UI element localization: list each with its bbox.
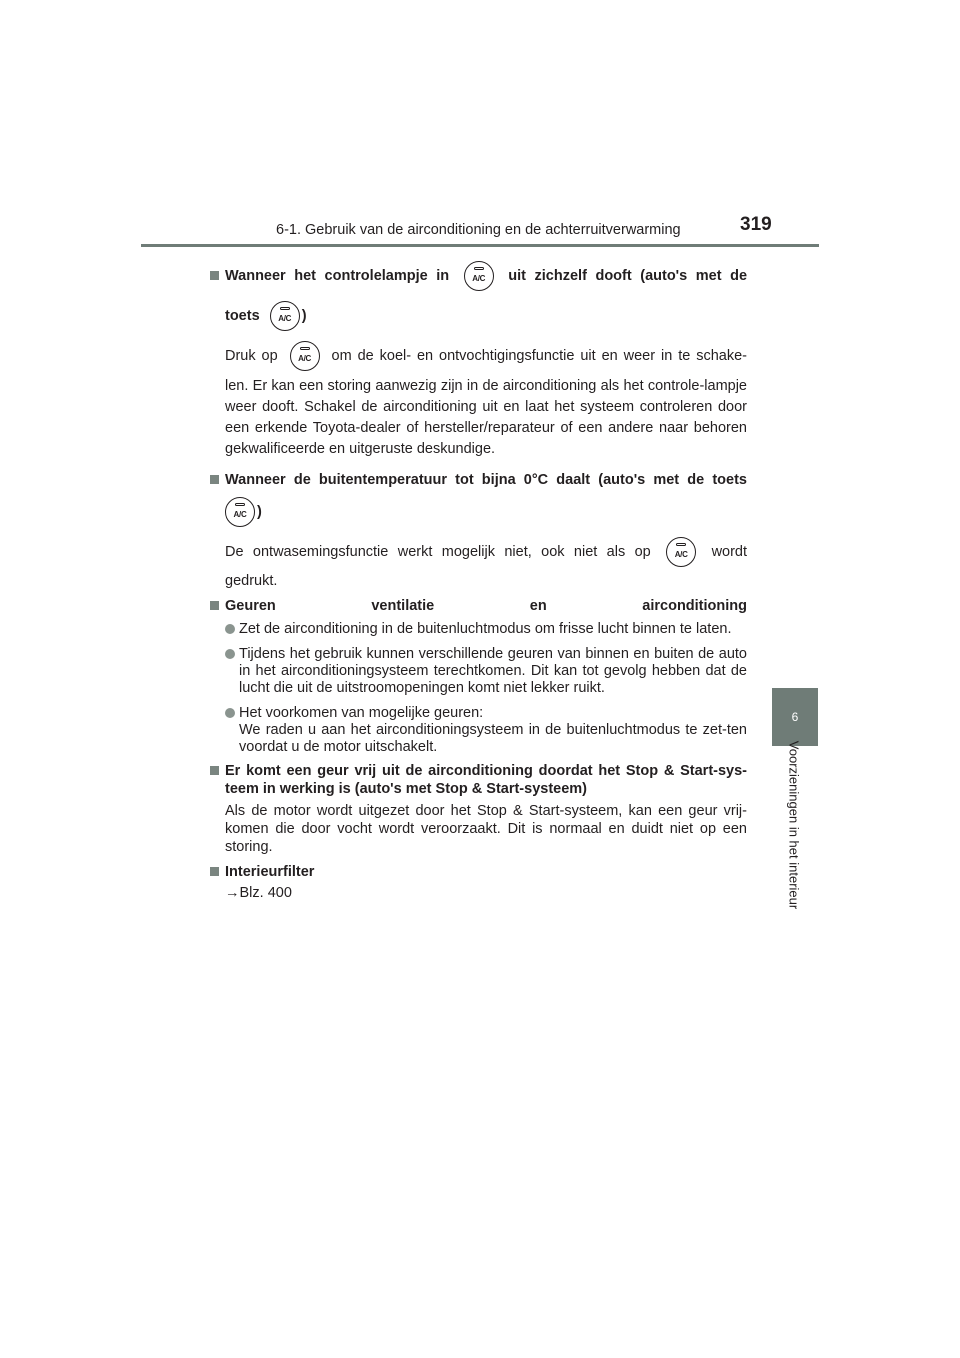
section-heading: Wanneer de buitentemperatuur tot bijna 0°C daalt (auto's met de toets (210, 468, 747, 492)
page-content (210, 256, 747, 904)
ac-button-icon: A/C (270, 301, 300, 331)
ac-button-icon: A/C (290, 341, 320, 371)
section-heading: Wanneer het controlelampje in A/C uit zichzelf dooft (auto's met de (210, 256, 747, 296)
page-number: 319 (740, 214, 772, 235)
square-bullet-icon (210, 601, 219, 610)
chapter-number: 6 (791, 710, 799, 724)
paragraph: Als de motor wordt uitgezet door het Stop & Start-systeem, kan een geur vrij-komen die door vocht wordt veroorzaakt. Dit is normaal en duidt niet op een storing. (225, 803, 747, 855)
section-heading: Interieurfilter (210, 862, 747, 883)
list-item: Het voorkomen van mogelijke geuren: We raden u aan het airconditioningsysteem in de buitenluchtmodus te zet-ten voordat u de motor uitschakelt. (210, 705, 747, 756)
ac-button-icon: A/C (464, 261, 494, 291)
square-bullet-icon (210, 475, 219, 484)
section-title: 6-1. Gebruik van de airconditioning en de achterruitverwarming (276, 222, 681, 238)
section-heading: Geuren ventilatie en airconditioning (210, 596, 747, 617)
chapter-title: Voorzieningen in het interieur (786, 740, 802, 910)
square-bullet-icon (210, 766, 219, 775)
round-bullet-icon (225, 624, 235, 634)
paragraph: Druk op A/C om de koel- en ontvochtigingsfunctie uit en weer in te schake- (210, 336, 747, 376)
ac-button-icon: A/C (666, 537, 696, 567)
paragraph: gedrukt. (225, 573, 278, 589)
chapter-tab (772, 688, 818, 746)
round-bullet-icon (225, 649, 235, 659)
list-item: Zet de airconditioning in de buitenluchtmodus om frisse lucht binnen te laten. (210, 621, 747, 638)
section-heading: Er komt een geur vrij uit de airconditioning doordat het Stop & Start-sys-teem in werking is (auto's met Stop & Start-systeem) (210, 762, 747, 798)
list-item: Tijdens het gebruik kunnen verschillende geuren van binnen en buiten de auto in het airconditioningsysteem terechtkomen. Dit kan tot gevolg hebben dat de lucht die uit de uitstroomopeningen komt niet lekker ruikt. (210, 646, 747, 697)
paragraph: De ontwasemingsfunctie werkt mogelijk niet, ook niet als op A/C wordt (210, 532, 747, 572)
page-reference: →Blz. 400 (225, 885, 292, 901)
section-heading-cont: toets A/C ) (210, 296, 747, 336)
paragraph: len. Er kan een storing aanwezig zijn in de airconditioning als het controle-lampje weer dooft. Schakel de airconditioning uit en laat het systeem controleren door een erkende Toyota-dealer of hersteller/reparateur of een andere naar behoren gekwalificeerde en uitgeruste deskundige. (225, 378, 747, 457)
square-bullet-icon (210, 867, 219, 876)
ac-button-icon: A/C (225, 497, 255, 527)
header-divider (141, 244, 819, 247)
square-bullet-icon (210, 271, 219, 280)
section-heading-cont: A/C ) (210, 492, 747, 532)
round-bullet-icon (225, 708, 235, 718)
